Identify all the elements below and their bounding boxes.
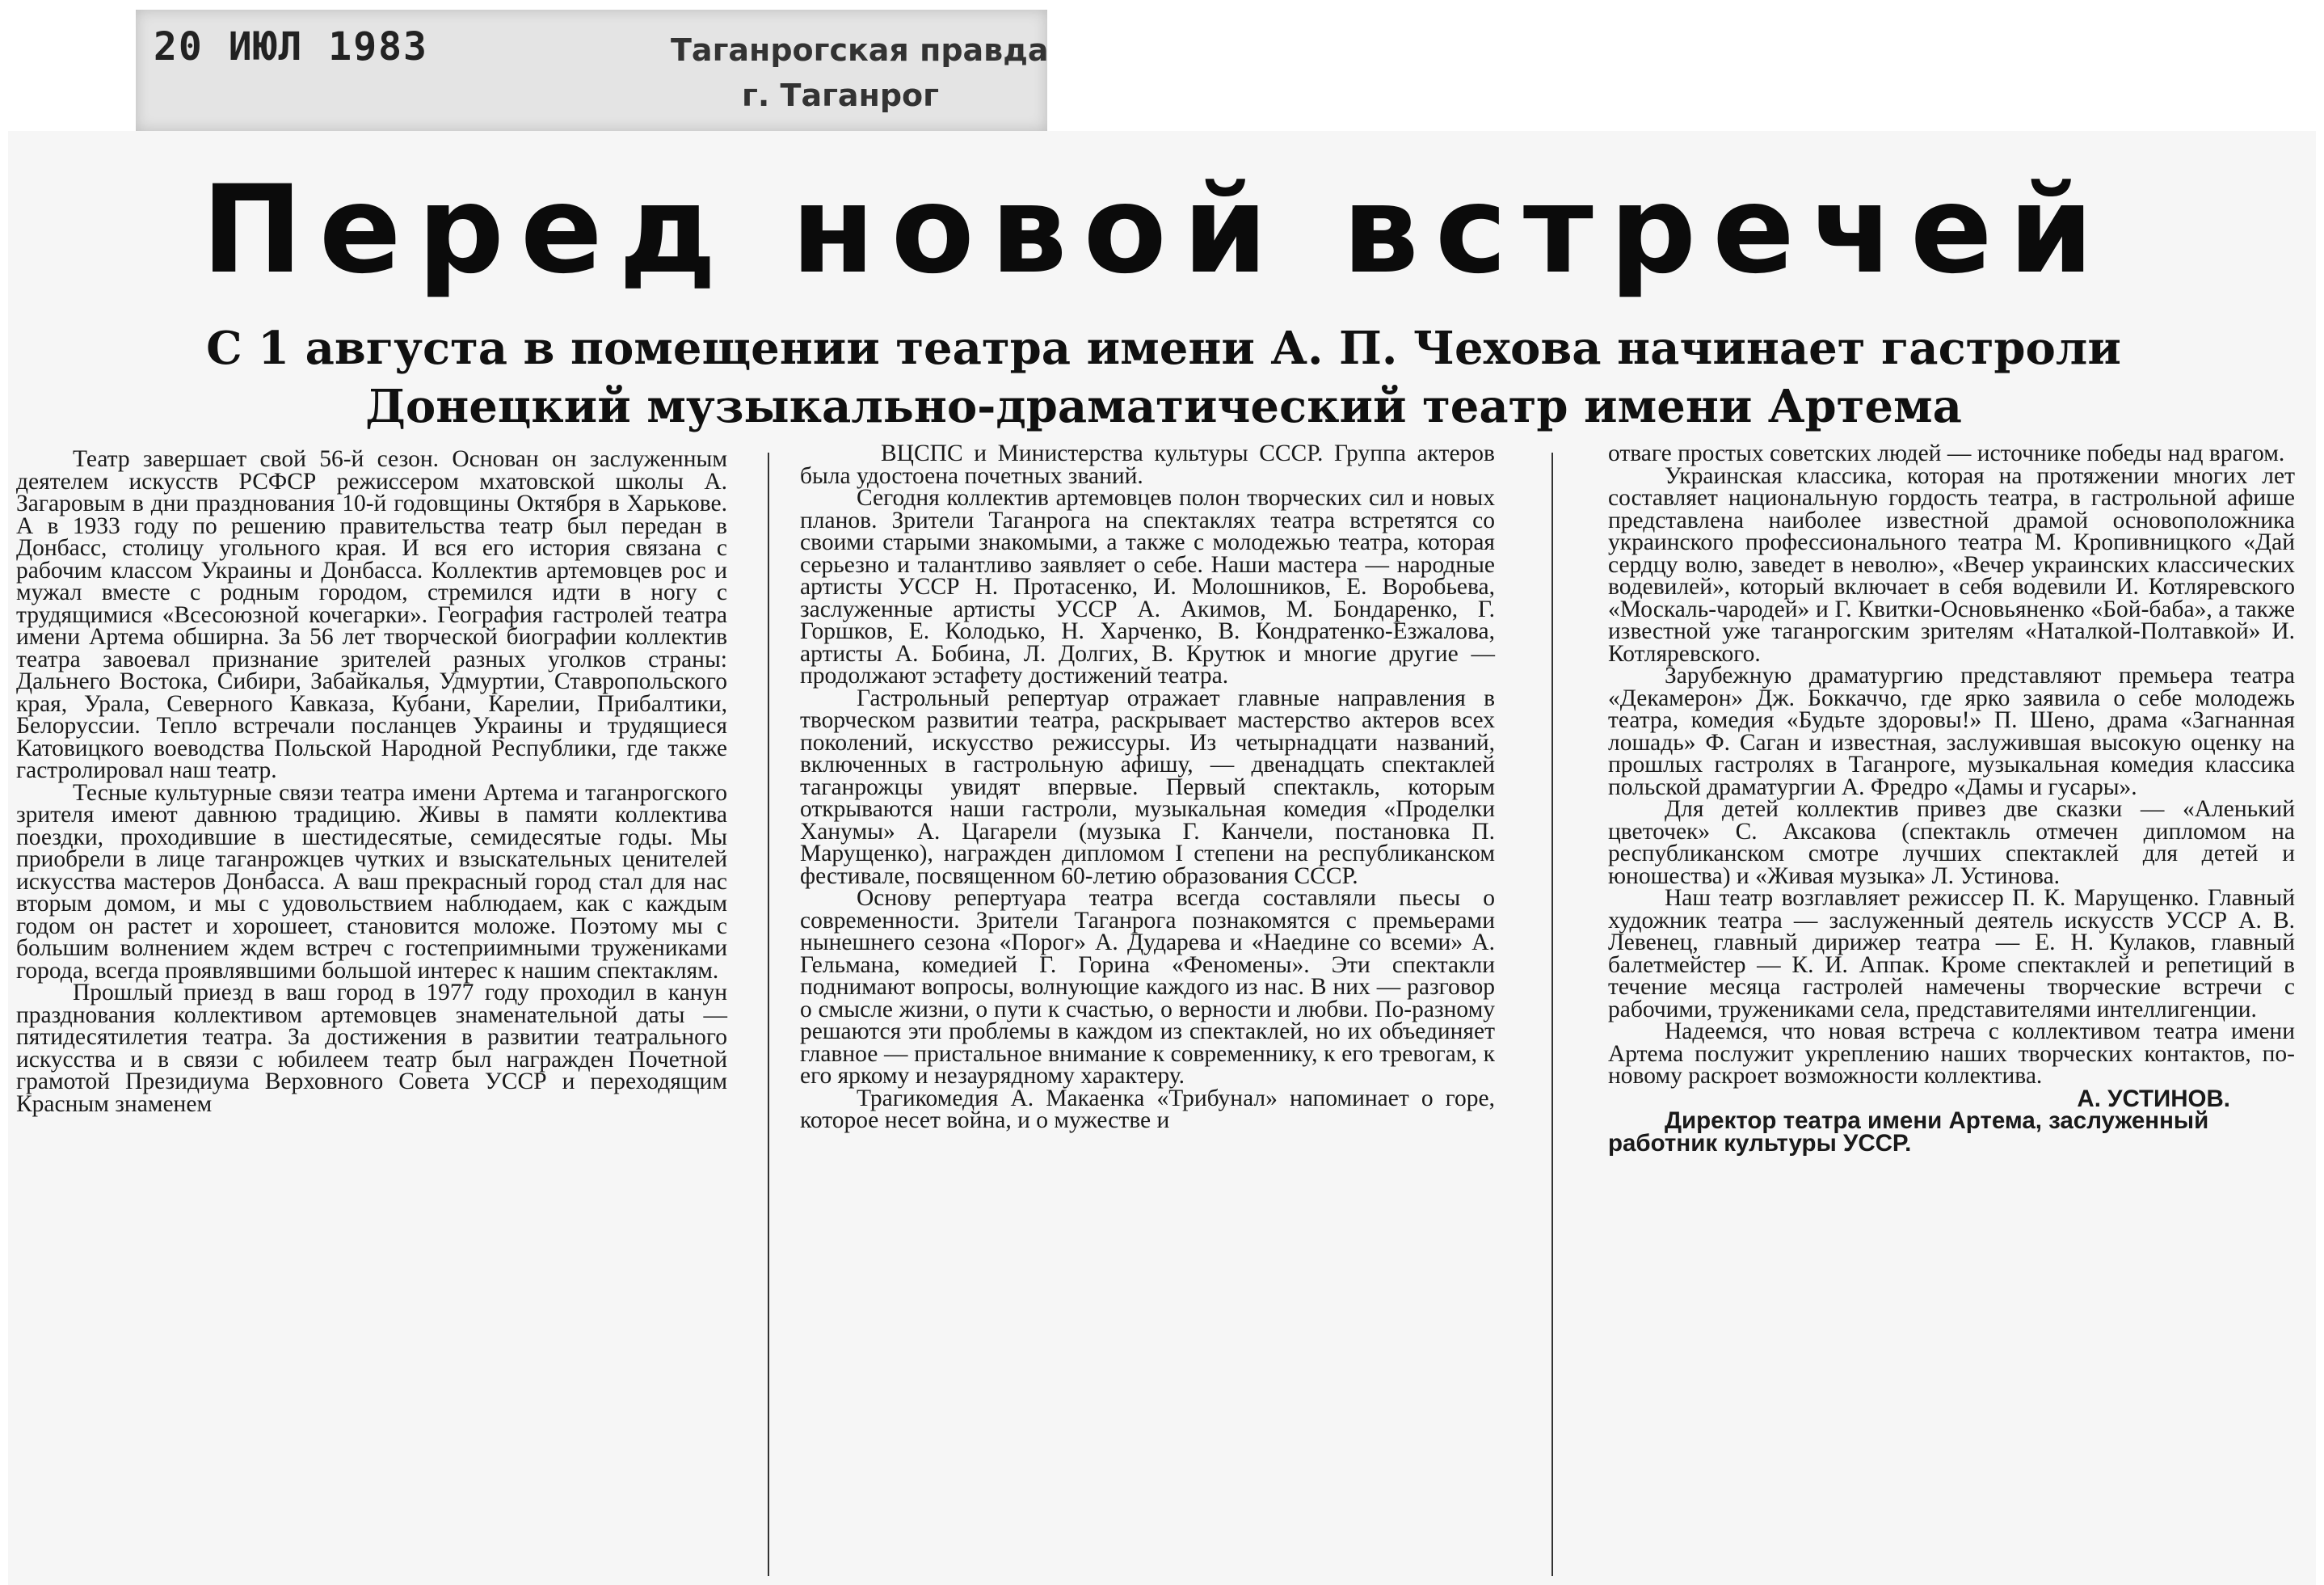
- paragraph: отваге простых советских людей — источнике победы над врагом.: [1608, 441, 2285, 466]
- stamp-date: 20 ИЮЛ 1983: [154, 24, 428, 70]
- stamp-newspaper-name: Таганрогская правда: [671, 32, 1049, 68]
- article-column-1: [16, 446, 727, 1117]
- article-subhead-line1: С 1 августа в помещении театра имени А. П. Чехова начинает гастроли: [206, 322, 2121, 375]
- author-signature: А. УСТИНОВ.: [2077, 1085, 2230, 1112]
- paragraph: Зарубежную драматургию представляют премьера театра «Декамерон» Дж. Боккаччо, где ярко заявила о себе молодежь театра, комедия «Будьте здоровы!» П. Шено, драма «Загнанная лошадь» Ф. Саган и известная, заслужившая высокую оценку на прошлых гастролях в Таганроге, музыкальная комедия классика польской драматургии А. Фредро «Дамы и гусары».: [1608, 663, 2295, 800]
- paragraph: Гастрольный репертуар отражает главные направления в творческом развитии театра, раскрывает мастерство актеров всех поколений, искусство режиссуры. Из четырнадцати названий, включенных в гастрольную афишу, — двенадцать спектаклей таганрожцы увидят впервые. Первый спектакль, которым открываются наши гастроли, музыкальная комедия «Проделки Ханумы» А. Цагарели (музыка Г. Канчели, постановка П. Марущенко), награжден дипломом I степени на республиканском фестивале, посвященном 60-летию образования СССР.: [800, 685, 1495, 889]
- paragraph: Прошлый приезд в ваш город в 1977 году проходил в канун празднования коллективом артемовцев знаменательной даты — пятидесятилетия театра. За достижения в развитии театрального искусства и в связи с юбилеем театр был награжден Почетной грамотой Президиума Верховного Совета УССР и переходящим Красным знаменем: [16, 980, 727, 1117]
- paragraph: Надеемся, что новая встреча с коллективом театра имени Артема послужит укреплению наших творческих контактов, по-новому раскроет возможности коллектива.: [1608, 1018, 2295, 1089]
- column-rule-left: [768, 453, 769, 1576]
- article-subhead-line2: Донецкий музыкально-драматический театр имени Артема: [365, 380, 1962, 433]
- paragraph: Сегодня коллектив артемовцев полон творческих сил и новых планов. Зрители Таганрога на спектаклях театра встретятся со своими старыми знакомыми, а также с молодежью театра, которая серьезно и талантливо заявляет о себе. Наши мастера — народные артисты УССР Н. Протасенко, И. Молошников, Е. Воробьева, заслуженные артисты УССР А. Акимов, М. Бондаренко, Г. Горшков, Е. Колодько, Н. Харченко, В. Кондратенко-Езжалова, артисты А. Бобина, Л. Долгих, В. Крутюк и многие другие — продолжают эстафету достижений театра.: [800, 485, 1495, 689]
- stamp-source: [671, 27, 1049, 118]
- paragraph: ВЦСПС и Министерства культуры СССР. Группа актеров была удостоена почетных званий.: [800, 441, 1495, 489]
- article-column-2: [800, 443, 1495, 1132]
- article-headline: Перед новой встречей: [201, 160, 2110, 301]
- archive-stamp-clipping: [136, 10, 1047, 131]
- paragraph: Украинская классика, которая на протяжении многих лет составляет национальную гордость театра, в гастрольной афише представлена наиболее известной драмой основоположника украинского профессионального театра М. Кропивницкого «Дай сердцу волю, заведет в неволю», «Вечер украинских классических водевилей», который включает в себя водевили И. Котляревского «Москаль-чародей» и Г. Квитки-Основьяненко «Бой-баба», а также известной уже таганрогским зрителям «Наталкой-Полтавкой» И. Котляревского.: [1608, 462, 2295, 667]
- author-title: Директор театра имени Артема, заслуженный работник культуры УССР.: [1608, 1107, 2209, 1157]
- paragraph: Трагикомедия А. Макаенка «Трибунал» напоминает о горе, которое несет война, и о мужестве и: [800, 1085, 1495, 1133]
- paragraph: Тесные культурные связи театра имени Артема и таганрогского зрителя имеют давнюю традицию. Живы в памяти коллектива поездки, проходившие в шестидесятые, семидесятые годы. Мы приобрели в лице таганрожцев чутких и взыскательных ценителей искусства мастеров Донбасса. А ваш прекрасный город стал для нас вторым домом, и мы с удовольствием наблюдаем, как с каждым годом он растет и хорошеет, становится моложе. Поэтому мы с большим волнением ждем встреч с гостеприимными тружениками города, всегда проявлявшими большой интерес к нашим спектаклям.: [16, 779, 727, 984]
- article-column-3: [1608, 441, 2295, 1157]
- paragraph: Основу репертуара театра всегда составляли пьесы о современности. Зрители Таганрога познакомятся с премьерами нынешнего сезона «Порог» А. Дударева и «Наедине со всеми» А. Гельмана, комедией Г. Горина «Феномены». Эти спектакли поднимают вопросы, волнующие каждого из нас. В них — разговор о смысле жизни, о пути к счастью, о верности и любви. По-разному решаются эти проблемы в каждом из спектаклей, но их объединяет главное — пристальное внимание к современнику, к его тревогам, к его яркому и незаурядному характеру.: [800, 885, 1495, 1089]
- paragraph: Для детей коллектив привез две сказки — «Аленький цветочек» С. Аксакова (спектакль отмечен дипломом на республиканском смотре лучших спектаклей для детей и юношества) и «Живая музыка» Л. Устинова.: [1608, 796, 2295, 889]
- stamp-city: г. Таганрог: [742, 78, 939, 113]
- paragraph: Наш театр возглавляет режиссер П. К. Марущенко. Главный художник театра — заслуженный деятель искусств УССР А. В. Левенец, главный дирижер театра — Е. Н. Кулаков, главный балетмейстер — К. И. Аппак. Кроме спектаклей и репетиций в течение месяца гастролей намечены творческие встречи с рабочими, тружениками села, представителями интеллигенции.: [1608, 885, 2295, 1022]
- paragraph: Театр завершает свой 56-й сезон. Основан он заслуженным деятелем искусств РСФСР режиссером мхатовской школы А. Загаровым в дни празднования 10-й годовщины Октября в Харькове. А в 1933 году по решению правительства театр был передан в Донбасс, столицу угольного края. И вся его история связана с рабочим классом Украины и Донбасса. Коллектив артемовцев рос и мужал вместе с родным городом, стремился идти в ногу с трудящимися «Всесоюзной кочегарки». География гастролей театра имени Артема обширна. За 56 лет творческой биографии коллектив театра завоевал признание зрителей разных уголков страны: Дальнего Востока, Сибири, Забайкалья, Удмуртии, Ставропольского края, Урала, Северного Кавказа, Кубани, Карелии, Прибалтики, Белоруссии. Тепло встречали посланцев Украины и трудящиеся Катовицкого воеводства Польской Народной Республики, где также гастролировал наш театр.: [16, 446, 727, 783]
- column-rule-right: [1551, 453, 1553, 1576]
